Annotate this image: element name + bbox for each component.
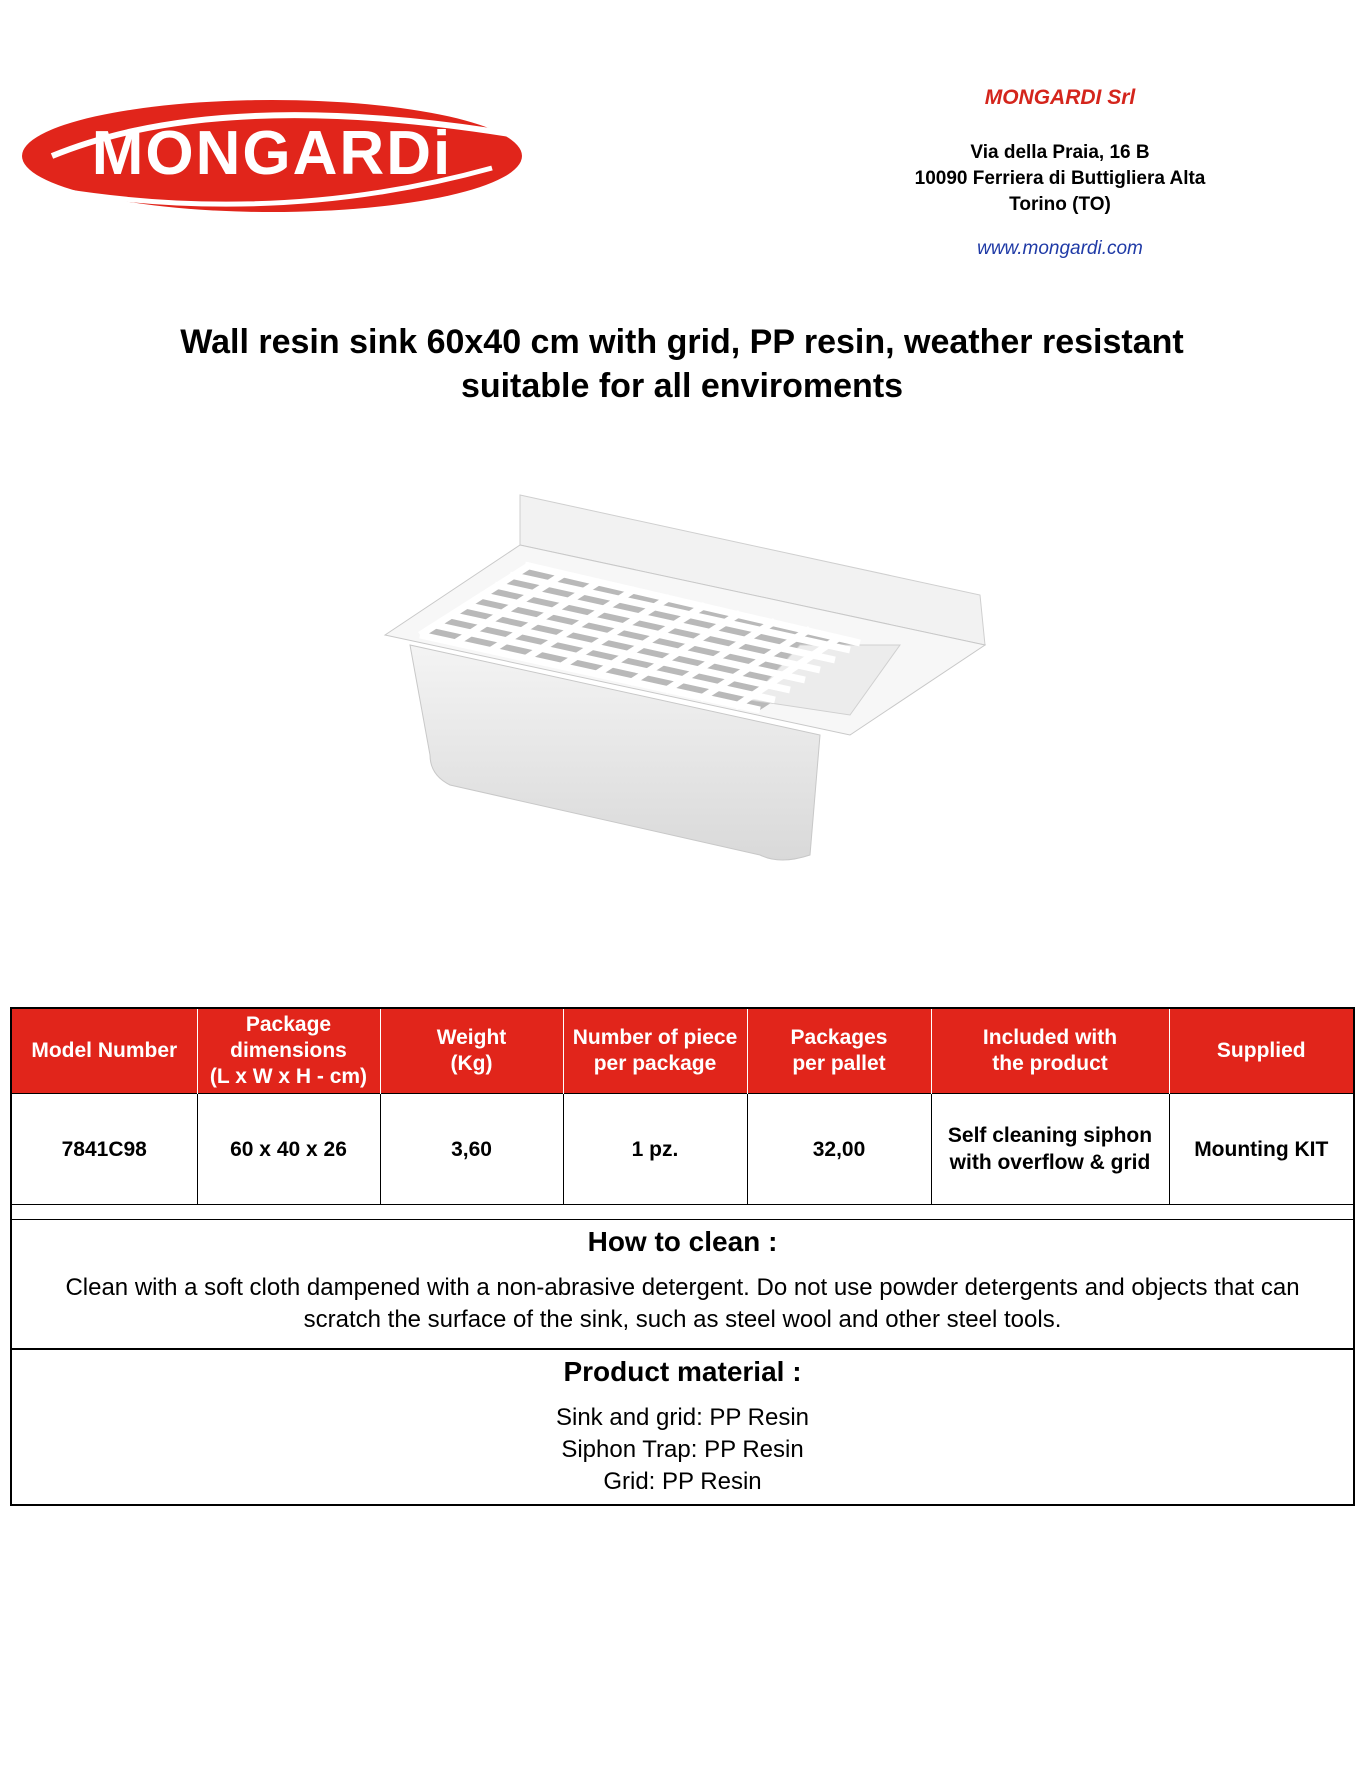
material-section [12, 1356, 1353, 1504]
address-line-1: Via della Praia, 16 B [970, 142, 1150, 163]
header-supplied: Supplied [1169, 1009, 1353, 1094]
header-weight: Weight (Kg) [380, 1009, 563, 1094]
product-title [80, 320, 1284, 408]
material-line: Siphon Trap: PP Resin [561, 1436, 804, 1463]
cell-supplied: Mounting KIT [1169, 1094, 1353, 1205]
mongardi-logo [22, 96, 542, 218]
website-link[interactable]: www.mongardi.com [977, 238, 1143, 259]
sink-product-image [380, 485, 1000, 865]
cell-model-number: 7841C98 [12, 1094, 197, 1205]
cell-included: Self cleaning siphon with overflow & grid [931, 1094, 1169, 1205]
address-line-2: 10090 Ferriera di Buttigliera Alta [914, 168, 1206, 189]
cleaning-section [12, 1226, 1353, 1350]
cell-pieces-per-package: 1 pz. [563, 1094, 747, 1205]
material-line: Grid: PP Resin [603, 1468, 762, 1495]
header-model-number: Model Number [12, 1009, 197, 1094]
cell-package-dimensions: 60 x 40 x 26 [197, 1094, 380, 1205]
title-line-1: Wall resin sink 60x40 cm with grid, PP resin, weather resistant [180, 323, 1184, 361]
header-package-dimensions: Package dimensions (L x W x H - cm) [197, 1009, 380, 1094]
header-included: Included with the product [931, 1009, 1169, 1094]
header-packages-per-pallet: Packages per pallet [747, 1009, 931, 1094]
cell-weight: 3,60 [380, 1094, 563, 1205]
table-header-row [12, 1009, 1353, 1094]
table-row [12, 1094, 1353, 1205]
company-name: MONGARDI Srl [984, 86, 1136, 109]
header-pieces-per-package: Number of piece per package [563, 1009, 747, 1094]
cell-packages-per-pallet: 32,00 [747, 1094, 931, 1205]
cleaning-text: Clean with a soft cloth dampened with a non-abrasive detergent. Do not use powder detergents and objects that can scratch the surface of the sink, such as steel wool and other steel tools. [65, 1274, 1300, 1333]
material-line: Sink and grid: PP Resin [555, 1404, 810, 1431]
material-heading: Product material : [563, 1356, 802, 1387]
cleaning-heading: How to clean : [587, 1226, 778, 1257]
address-line-3: Torino (TO) [1009, 194, 1111, 215]
specification-table [10, 1007, 1355, 1506]
company-info [850, 86, 1270, 260]
logo-text: MONGARDi [91, 119, 453, 188]
table-divider [12, 1204, 1353, 1220]
title-line-2: suitable for all enviroments [460, 367, 904, 405]
